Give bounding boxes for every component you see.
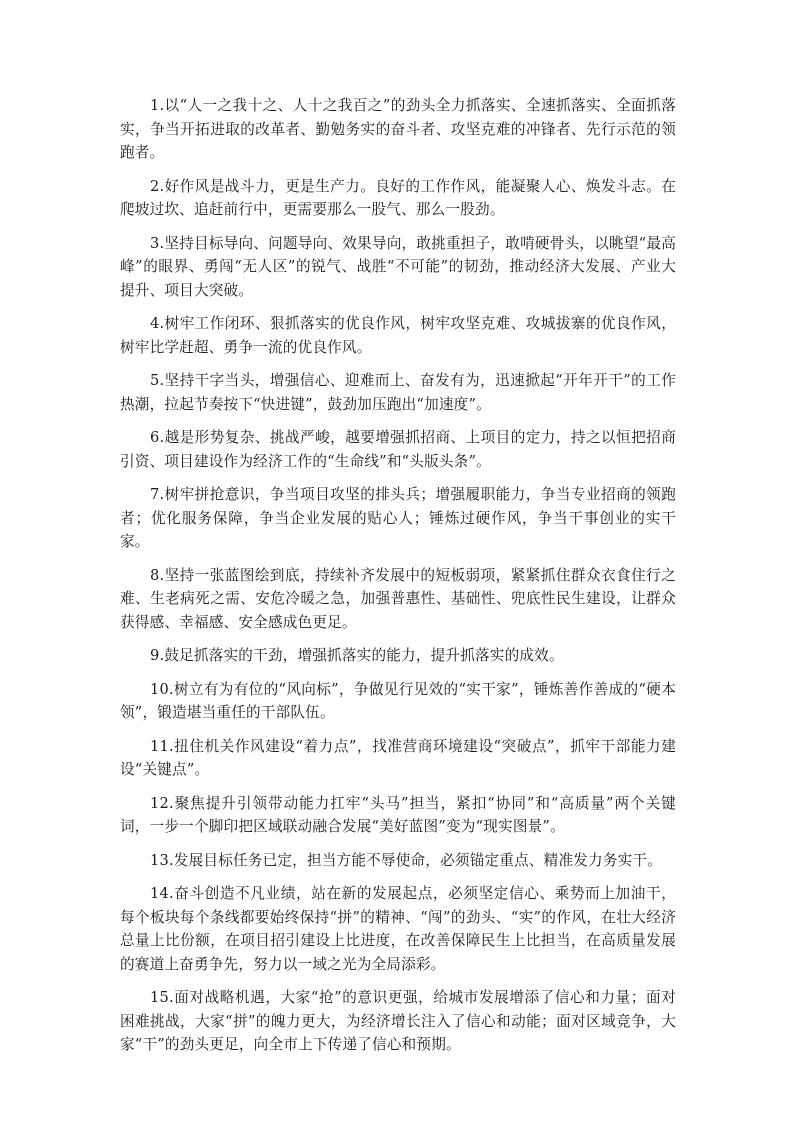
paragraph-8: 8.坚持一张蓝图绘到底，持续补齐发展中的短板弱项，紧紧抓住群众衣食住行之难、生老病死之需、安危冷暖之急，加强普惠性、基础性、兜底性民生建设，让群众获得感、幸福感、安全感成色更足。 (120, 566, 676, 631)
paragraph-7: 7.树牢拼抢意识，争当项目攻坚的排头兵；增强履职能力，争当专业招商的领跑者；优化服务保障，争当企业发展的贴心人；锤炼过硬作风，争当干事创业的实干家。 (120, 486, 676, 550)
paragraph-6: 6.越是形势复杂、挑战严峻，越要增强抓招商、上项目的定力，持之以恒把招商引资、项目建设作为经济工作的“生命线”和“头版头条”。 (120, 429, 676, 470)
paragraph-3: 3.坚持目标导向、问题导向、效果导向，敢挑重担子，敢啃硬骨头，以眺望“最高峰”的眼界、勇闯“无人区”的锐气、战胜“不可能”的韧劲，推动经济大发展、产业大提升、项目大突破。 (120, 234, 676, 299)
paragraph-15: 15.面对战略机遇，大家“抢”的意识更强，给城市发展增添了信心和力量；面对困难挑战，大家“拼”的魄力更大，为经济增长注入了信心和动能；面对区域竞争，大家“干”的劲头更足，向全市上下传递了信心和预期。 (120, 989, 676, 1053)
paragraph-9: 9.鼓足抓落实的干劲，增强抓落实的能力，提升抓落实的成效。 (150, 647, 564, 664)
paragraph-5: 5.坚持干字当头，增强信心、迎难而上、奋发有为，迅速掀起“开年开干”的工作热潮，拉起节奏按下“快进键”，鼓劲加压跑出“加速度”。 (120, 372, 676, 413)
document-body (120, 94, 676, 1067)
paragraph-1: 1.以“人一之我十之、人十之我百之”的劲头全力抓落实、全速抓落实、全面抓落实，争当开拓进取的改革者、勤勉务实的奋斗者、攻坚克难的冲锋者、先行示范的领跑者。 (120, 97, 676, 161)
paragraph-14: 14.奋斗创造不凡业绩，站在新的发展起点，必须坚定信心、乘势而上加油干，每个板块每个条线都要始终保持“拼”的精神、“闯”的劲头、“实”的作风，在壮大经济总量上比份额，在项目招引建设上比进度，在改善保障民生上比担当，在高质量发展的赛道上奋勇争先，努力以一域之光为全局添彩。 (120, 885, 676, 973)
paragraph-13: 13.发展目标任务已定，担当方能不辱使命，必须锚定重点、精准发力务实干。 (150, 851, 663, 869)
paragraph-11: 11.扭住机关作风建设“着力点”，找准营商环境建设“突破点”，抓牢干部能力建设“关键点”。 (120, 737, 676, 778)
paragraph-2: 2.好作风是战斗力，更是生产力。良好的工作作风，能凝聚人心、焕发斗志。在爬坡过坎、追赶前行中，更需要那么一股气、那么一股劲。 (120, 177, 676, 218)
paragraph-4: 4.树牢工作闭环、狠抓落实的优良作风，树牢攻坚克难、攻城拔寨的优良作风，树牢比学赶超、勇争一流的优良作风。 (120, 315, 676, 356)
paragraph-10: 10.树立有为有位的“风向标”，争做见行见效的“实干家”，锤炼善作善成的“硬本领”，锻造堪当重任的干部队伍。 (120, 680, 676, 721)
paragraph-12: 12.聚焦提升引领带动能力扛牢“头马”担当，紧扣“协同”和“高质量”两个关键词，一步一个脚印把区域联动融合发展“美好蓝图”变为“现实图景”。 (120, 794, 676, 835)
